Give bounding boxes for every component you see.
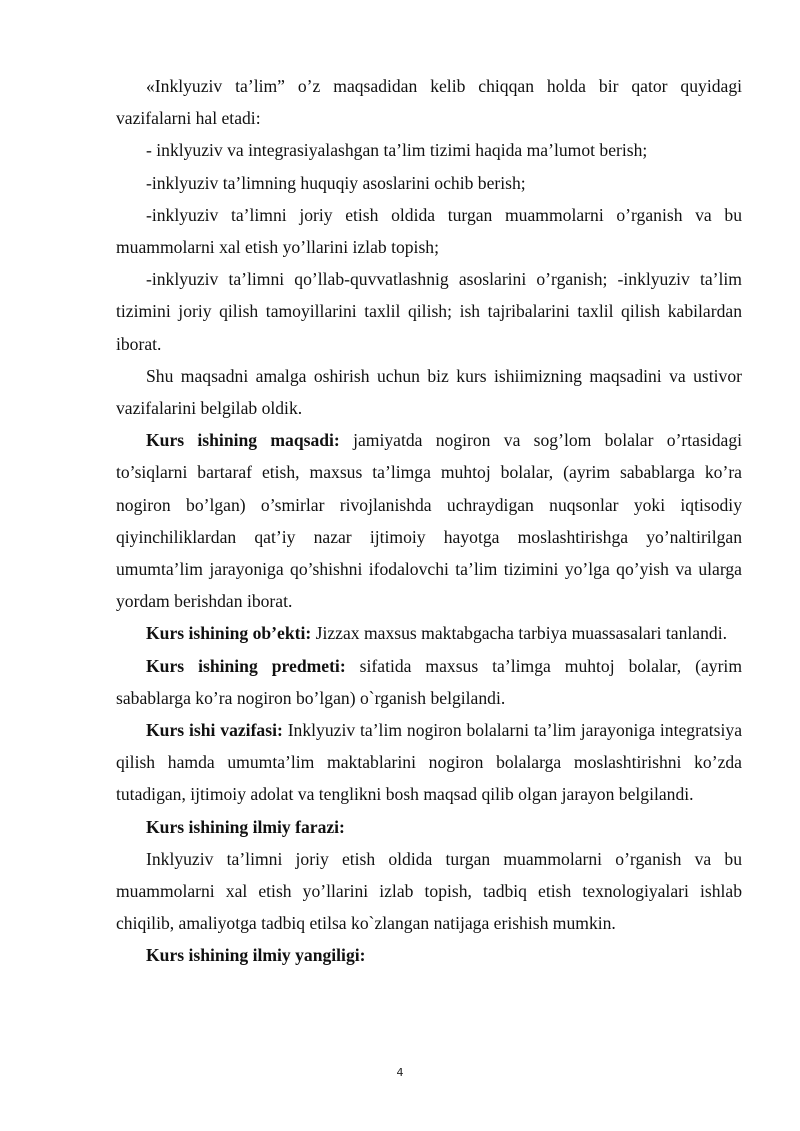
paragraph-hypothesis-heading: [116, 811, 742, 843]
list-item-problems: -inklyuziv ta’limni joriy etish oldida turgan muammolarni o’rganish va bu muammolarni xal etish yo’llarini izlab topish;: [116, 204, 742, 258]
paragraph-hypothesis: Inklyuziv ta’limni joriy etish oldida turgan muammolarni o’rganish va bu muammolarni xal etish yo’llarini izlab topish, tadbiq etish texnologiyalari ishlab chiqilib, amaliyotga tadbiq etilsa ko`zlangan natijaga erishish mumkin.: [116, 848, 742, 934]
purpose-heading: Kurs ishining maqsadi:: [146, 430, 340, 451]
hypothesis-heading: Kurs ishining ilmiy farazi:: [146, 816, 345, 837]
list-item-info: - inklyuziv va integrasiyalashgan ta’lim tizimi haqida ma’lumot berish;: [146, 140, 648, 161]
paragraph-subject: Kurs ishining predmeti: sifatida maxsus ta’limga muhtoj bolalar, (ayrim sabablarga ko’ra nogiron bo’lgan) o`rganish belgilandi.: [116, 655, 743, 708]
novelty-heading: Kurs ishining ilmiy yangiligi:: [146, 945, 366, 966]
document-page: [116, 70, 742, 972]
list-item-legal-basis: -inklyuziv ta’limning huquqiy asoslarini ochib berish;: [146, 172, 526, 193]
paragraph-purpose: Kurs ishining maqsadi: jamiyatda nogiron va sog’lom bolalar o’rtasidagi to’siqlarni bartaraf etish, maxsus ta’limga muhtoj bolalar, (ayrim sabablarga ko’ra nogiron bo’lgan) o’smirlar rivojlanishda uchraydigan nuqsonlar yoki iqtisodiy qiyinchiliklardan qat’iy nazar ijtimoiy hayotga moslashtirishga yo’naltirilgan umumta’lim jarayoniga qo’shishni ifodalovchi ta’lim tizimini yo’lga qo’yish va ularga yordam berishdan iborat.: [116, 430, 743, 612]
subject-heading: Kurs ishining predmeti:: [146, 655, 346, 676]
paragraph-object: Kurs ishining ob’ekti: Jizzax maxsus maktabgacha tarbiya muassasalari tanlandi.: [146, 623, 727, 644]
paragraph-novelty-heading: [116, 939, 742, 971]
tasks-heading: Kurs ishi vazifasi:: [146, 720, 283, 741]
page-number: 4: [396, 1066, 404, 1079]
list-item-support: -inklyuziv ta’limni qo’llab-quvvatlashnig asoslarini o’rganish; -inklyuziv ta’lim tizimini joriy qilish tamoyillarini taxlil qilish; ish tajribalarini taxlil qilish kabilardan iborat.: [116, 269, 742, 354]
paragraph-tasks: Kurs ishi vazifasi: Inklyuziv ta’lim nogiron bolalarni ta’lim jarayoniga integratsiya qilish hamda umumta’lim maktablarini nogiron bolalarga moslashtirishni ko’zda tutadigan, ijtimoiy adolat va tenglikni bosh maqsad qilib olgan jarayon belgilandi.: [116, 720, 742, 805]
object-heading: Kurs ishining ob’ekti:: [146, 623, 312, 644]
paragraph-intro: «Inklyuziv ta’lim” o’z maqsadidan kelib chiqqan holda bir qator quyidagi vazifalarni hal etadi:: [116, 76, 742, 129]
paragraph-goals-intro: Shu maqsadni amalga oshirish uchun biz kurs ishiimizning maqsadini va ustivor vazifalarini belgilab oldik.: [116, 365, 742, 419]
